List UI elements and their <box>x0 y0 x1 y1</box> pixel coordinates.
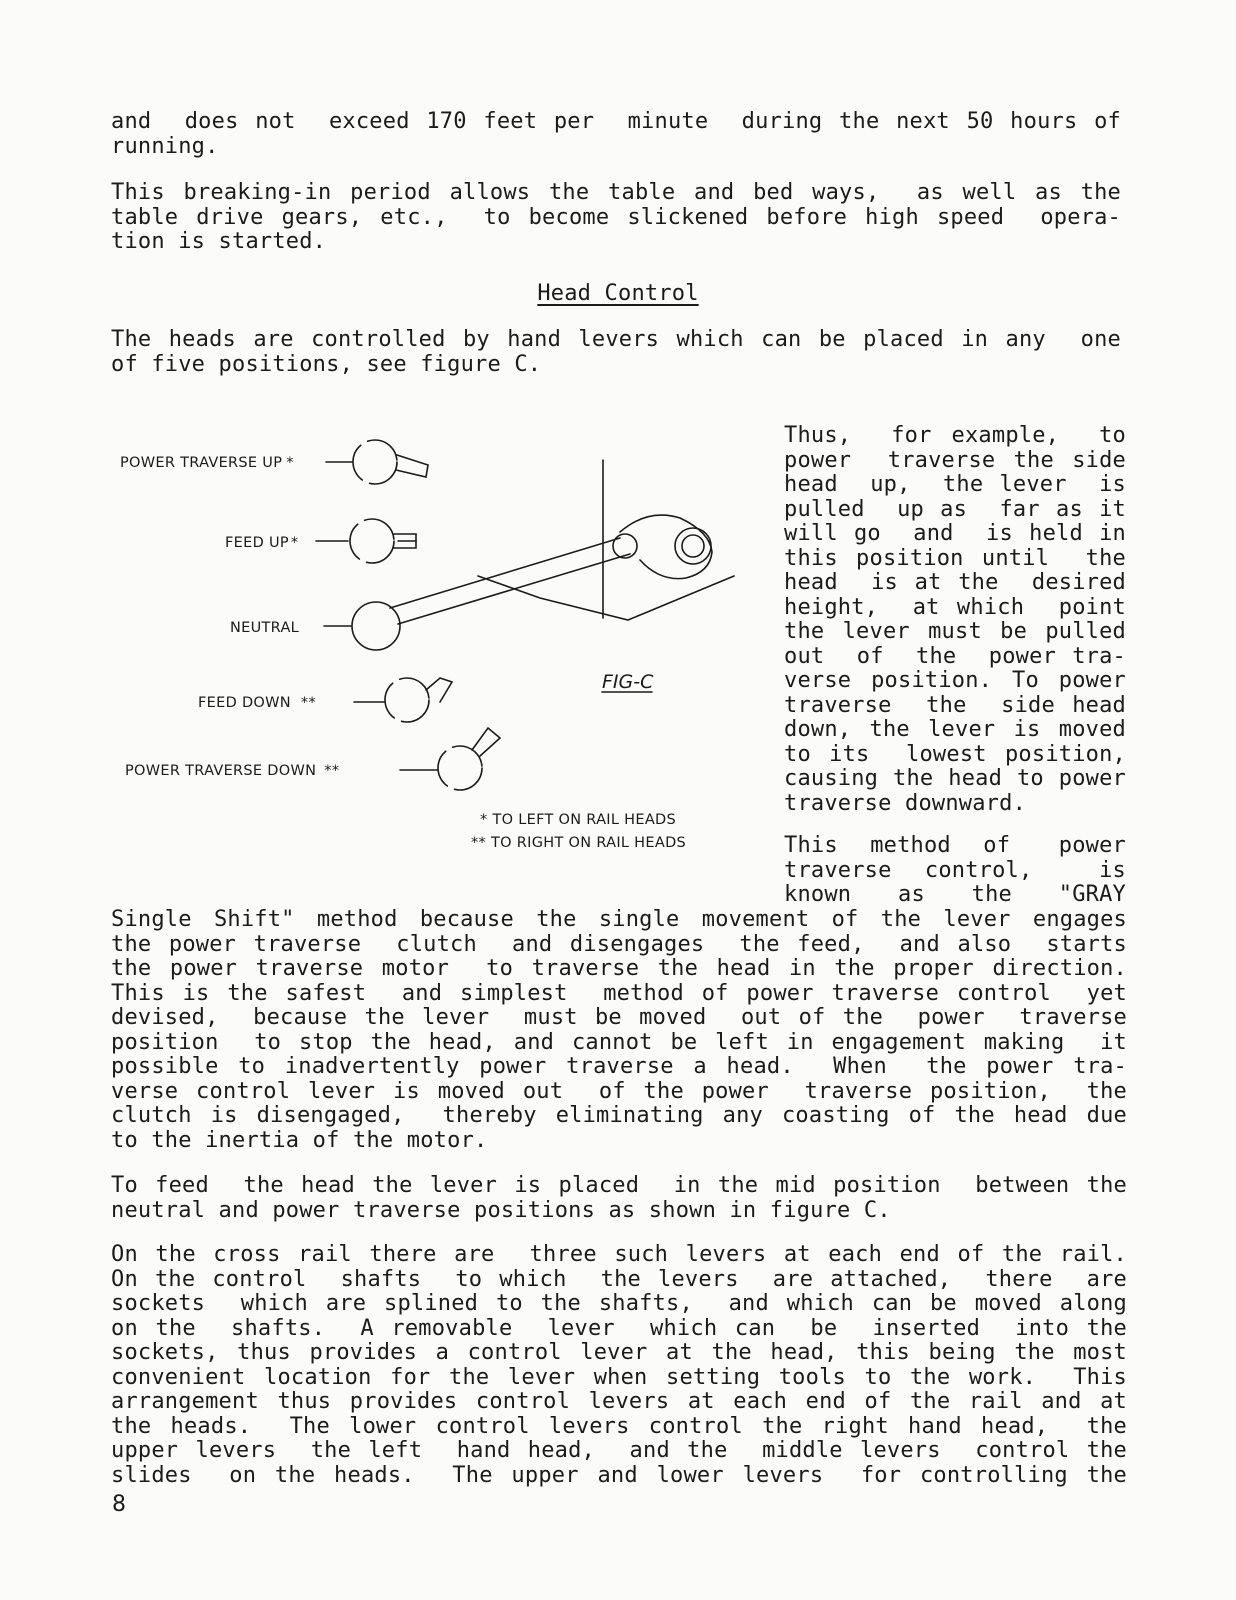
side-paragraph-example <box>784 424 1126 816</box>
figure-title: FIG-C <box>602 671 654 693</box>
text-line: on the shafts. A removable lever which can be inserted into the <box>111 1315 1127 1341</box>
paragraph-gray-single-shift <box>111 908 1127 1153</box>
text-line: This breaking-in period allows the table and bed ways, as well as the <box>111 180 1121 205</box>
text-line: arrangement thus provides control levers at each end of the rail and at <box>111 1389 1127 1414</box>
side-paragraph-method <box>784 834 1126 908</box>
paragraph-cross-rail-levers <box>111 1243 1127 1488</box>
paragraph-head-control-intro <box>111 328 1121 377</box>
text-line: head is at the desired <box>784 570 1126 595</box>
text-line: known as the "GRAY <box>784 882 1126 907</box>
text-line: devised, because the lever must be moved out of the power traverse <box>111 1005 1127 1030</box>
text-line: height, at which point <box>784 594 1126 620</box>
text-line: to the inertia of the motor. <box>111 1127 488 1153</box>
text-line: the lever must be pulled <box>784 619 1126 644</box>
text-line: sockets, thus provides a control lever at the head, this being the most <box>111 1340 1127 1365</box>
label-feed-up: FEED UP * <box>225 535 299 551</box>
text-line: traverse control, is <box>784 857 1126 883</box>
text-line: convenient location for the lever when setting tools to the work. This <box>111 1364 1127 1390</box>
lever-feed-down-drawing <box>354 678 452 722</box>
text-line: On the cross rail there are three such levers at each end of the rail. <box>111 1242 1127 1267</box>
text-line: Single Shift" method because the single movement of the lever engages <box>111 907 1127 932</box>
text-line: running. <box>111 133 219 159</box>
lever-power-traverse-down-drawing <box>400 728 500 790</box>
text-line: head up, the lever is <box>784 472 1126 497</box>
text-line: down, the lever is moved <box>784 717 1126 742</box>
text-line: verse control lever is moved out of the power traverse position, the <box>111 1078 1127 1104</box>
text-line: to its lowest position, <box>784 741 1126 767</box>
text-line: sockets which are splined to the shafts, and which can be moved along <box>111 1291 1127 1316</box>
label-neutral: NEUTRAL <box>230 620 300 636</box>
text-line: The heads are controlled by hand levers which can be placed in any one <box>111 327 1121 352</box>
section-heading-text: Head Control <box>537 281 699 306</box>
text-line: power traverse the side <box>784 447 1126 473</box>
text-line: To feed the head the lever is placed in the mid position between the <box>111 1173 1127 1198</box>
text-line: possible to inadvertently power traverse a head. When the power tra- <box>111 1054 1127 1079</box>
paragraph-break-in-period <box>111 181 1121 255</box>
text-line: table drive gears, etc., to become slickened before high speed opera- <box>111 204 1121 230</box>
lever-power-traverse-up-drawing <box>326 440 428 484</box>
figure-c-lever-diagram <box>100 420 760 860</box>
text-line: This method of power <box>784 833 1126 858</box>
text-line: traverse the side head <box>784 692 1126 718</box>
label-power-traverse-up: POWER TRAVERSE UP * <box>120 455 294 471</box>
text-line: Thus, for example, to <box>784 423 1126 448</box>
text-line: neutral and power traverse positions as shown in figure C. <box>111 1197 891 1223</box>
page-number: 8 <box>112 1492 126 1517</box>
footnote-right-rail-heads: ** TO RIGHT ON RAIL HEADS <box>471 835 687 851</box>
text-line: out of the power tra- <box>784 643 1126 669</box>
text-line: clutch is disengaged, thereby eliminating any coasting of the head due <box>111 1103 1127 1128</box>
lever-neutral-drawing <box>324 460 734 650</box>
text-line: this position until the <box>784 545 1126 571</box>
text-line: will go and is held in <box>784 521 1126 546</box>
text-line: slides on the heads. The upper and lower levers for controlling the <box>111 1462 1127 1488</box>
text-line: upper levers the left hand head, and the middle levers control the <box>111 1438 1127 1463</box>
text-line: pulled up as far as it <box>784 496 1126 522</box>
text-line: traverse downward. <box>784 790 1027 816</box>
text-line: On the control shafts to which the levers are attached, there are <box>111 1266 1127 1292</box>
label-power-traverse-down: POWER TRAVERSE DOWN ** <box>125 763 340 779</box>
text-line: tion is started. <box>111 229 327 254</box>
text-line: This is the safest and simplest method of power traverse control yet <box>111 980 1127 1006</box>
text-line: of five positions, see figure C. <box>111 351 542 377</box>
paragraph-break-in-speed <box>111 110 1121 159</box>
text-line: the power traverse motor to traverse the head in the proper direction. <box>111 956 1127 981</box>
text-line: the heads. The lower control levers control the right hand head, the <box>111 1413 1127 1439</box>
text-line: causing the head to power <box>784 766 1126 791</box>
lever-feed-up-drawing <box>316 519 416 563</box>
footnote-left-rail-heads: * TO LEFT ON RAIL HEADS <box>480 812 677 828</box>
text-line: the power traverse clutch and disengages the feed, and also starts <box>111 931 1127 957</box>
section-heading <box>0 282 1236 307</box>
text-line: position to stop the head, and cannot be left in engagement making it <box>111 1029 1127 1055</box>
text-line: verse position. To power <box>784 668 1126 693</box>
paragraph-feed-head <box>111 1174 1127 1223</box>
text-line: and does not exceed 170 feet per minute during the next 50 hours of <box>111 109 1121 134</box>
label-feed-down: FEED DOWN ** <box>198 695 317 711</box>
